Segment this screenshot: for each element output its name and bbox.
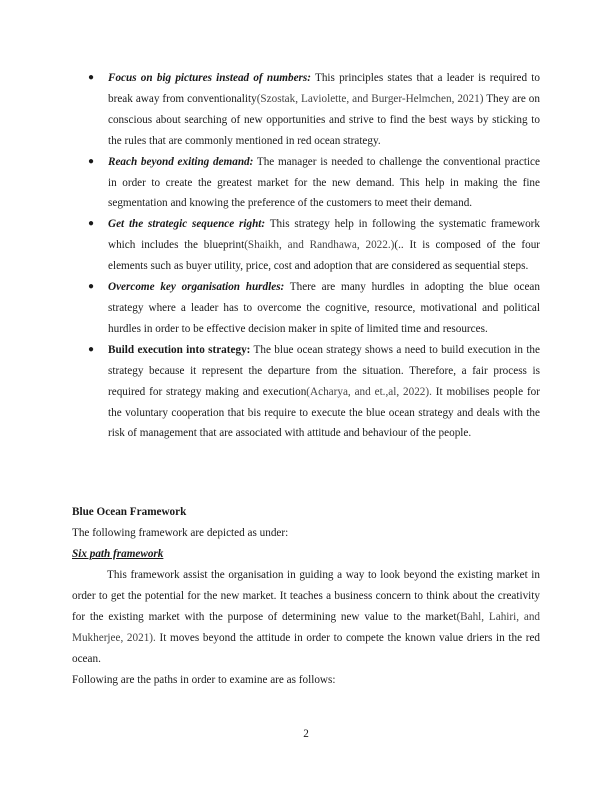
bullet-text: The blue ocean strategy shows a need to build execution in the strategy because it represent the departure from the situation. Therefore, a fair process is required for strategy making and execution	[108, 343, 540, 398]
list-item	[72, 214, 540, 277]
bullet-icon: ●	[88, 343, 95, 355]
list-item	[72, 68, 540, 152]
citation: (Acharya, and et.,al, 2022).	[306, 385, 432, 398]
subsection-heading: Six path framework	[72, 548, 164, 560]
bullet-icon: ●	[88, 218, 95, 230]
citation: (Shaikh, and Randhawa, 2022.)	[244, 239, 395, 252]
bullet-text-after: (.. It is composed of the four elements such as buyer utility, price, cost and adoption that are considered as sequential steps.	[108, 239, 541, 273]
bullet-term: Get the strategic sequence right:	[108, 218, 266, 231]
bullet-term: Build execution into strategy:	[108, 343, 251, 356]
closing-line: Following are the paths in order to examine are as follows:	[72, 674, 336, 686]
bullet-icon: ●	[88, 155, 95, 167]
strategy-bullet-list	[72, 68, 540, 444]
bullet-term: Overcome key organisation hurdles:	[108, 281, 285, 294]
bullet-text: The manager is needed to challenge the conventional practice in order to create the greatest market for the new demand. This help in making the fine segmentation and knowing the preference of the customers to meet their demand.	[108, 155, 540, 210]
list-item	[72, 340, 540, 445]
bullet-icon: ●	[88, 72, 95, 83]
bullet-text: There are many hurdles in adopting the blue ocean strategy where a leader has to overcome the cognitive, resource, motivational and political hurdles in order to be effective decision maker in spite of limited time and resources.	[108, 281, 540, 335]
paragraph-text-after: It moves beyond the attitude in order to compete the known value driers in the red ocean.	[72, 631, 541, 665]
section-heading: Blue Ocean Framework	[72, 506, 187, 518]
bullet-term: Focus on big pictures instead of numbers:	[108, 72, 311, 84]
bullet-text-after: It mobilises people for the voluntary cooperation that bis require to execute the blue ocean strategy and deals with the risk of management that are associated with attitude and behaviour of the people.	[108, 385, 540, 440]
bullet-term: Reach beyond exiting demand:	[108, 155, 254, 168]
bullet-text: This strategy help in following the systematic framework which includes the blueprint	[108, 218, 541, 252]
body-paragraph	[72, 565, 540, 670]
page-number: 2	[303, 728, 309, 740]
list-item	[72, 277, 540, 340]
bullet-icon: ●	[88, 281, 95, 293]
citation: (Szostak, Laviolette, and Burger-Helmchen, 2021)	[256, 92, 484, 105]
list-item	[72, 152, 540, 215]
paragraph-text: This framework assist the organisation in guiding a way to look beyond the existing market in order to get the potential for the new market. It teaches a business concern to think about the creativity for the existing market with the purpose of determining new value to the market	[72, 569, 540, 623]
bullet-text: This principles states that a leader is required to break away from conventionality	[108, 72, 540, 105]
bullet-text-after: They are on conscious about searching of new opportunities and strive to find the best ways by sticking to the rules that are commonly mentioned in red ocean strategy.	[108, 92, 540, 147]
section-intro: The following framework are depicted as under:	[72, 527, 289, 539]
citation: (Bahl, Lahiri, and Mukherjee, 2021).	[72, 610, 541, 644]
